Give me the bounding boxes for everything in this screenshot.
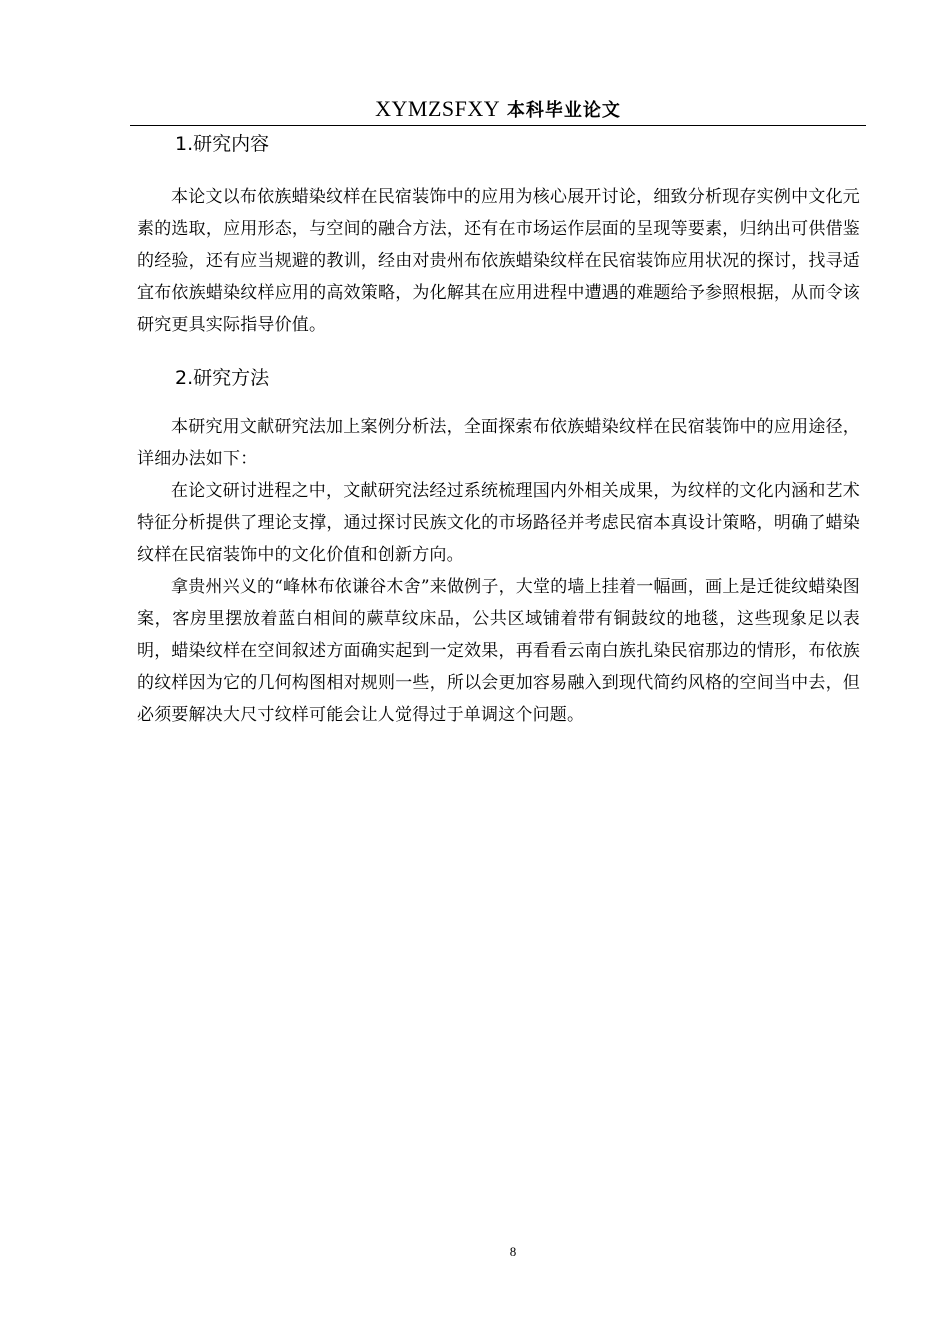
paragraph: 拿贵州兴义的“峰林布依谦谷木舍”来做例子，大堂的墙上挂着一幅画，画上是迁徙纹蜡染图案，客房里摆放着蓝白相间的蕨草纹床品，公共区域铺着带有铜鼓纹的地毯，这些现象足以表明，蜡染纹样在空间叙述方面确实起到一定效果，再看看云南白族扎染民宿那边的情形，布依族的纹样因为它的几何构图相对规则一些，所以会更加容易融入到现代简约风格的空间当中去，但必须要解决大尺寸纹样可能会让人觉得过于单调这个问题。 bbox=[137, 577, 860, 725]
section-heading-research-method: 2.研究方法 bbox=[175, 367, 270, 389]
header-cjk: 本科毕业论文 bbox=[506, 100, 621, 121]
paragraph: 本研究用文献研究法加上案例分析法，全面探索布依族蜡染纹样在民宿装饰中的应用途径，详细办法如下： bbox=[137, 417, 860, 469]
running-header bbox=[130, 94, 866, 124]
paragraph: 本论文以布依族蜡染纹样在民宿装饰中的应用为核心展开讨论，细致分析现存实例中文化元素的选取，应用形态，与空间的融合方法，还有在市场运作层面的呈现等要素，归纳出可供借鉴的经验，还有应当规避的教训，经由对贵州布依族蜡染纹样在民宿装饰应用状况的探讨，找寻适宜布依族蜡染纹样应用的高效策略，为化解其在应用进程中遭遇的难题给予参照根据，从而令该研究更具实际指导价值。 bbox=[137, 187, 860, 335]
page-number: 8 bbox=[509, 1244, 517, 1259]
header-latin: XYMZSFXY bbox=[375, 96, 501, 121]
page-body bbox=[137, 127, 860, 731]
header-rule bbox=[130, 125, 866, 126]
section-heading-research-content: 1.研究内容 bbox=[175, 133, 270, 155]
paragraph: 在论文研讨进程之中，文献研究法经过系统梳理国内外相关成果，为纹样的文化内涵和艺术特征分析提供了理论支撑，通过探讨民族文化的市场路径并考虑民宿本真设计策略，明确了蜡染纹样在民宿装饰中的文化价值和创新方向。 bbox=[137, 481, 860, 565]
